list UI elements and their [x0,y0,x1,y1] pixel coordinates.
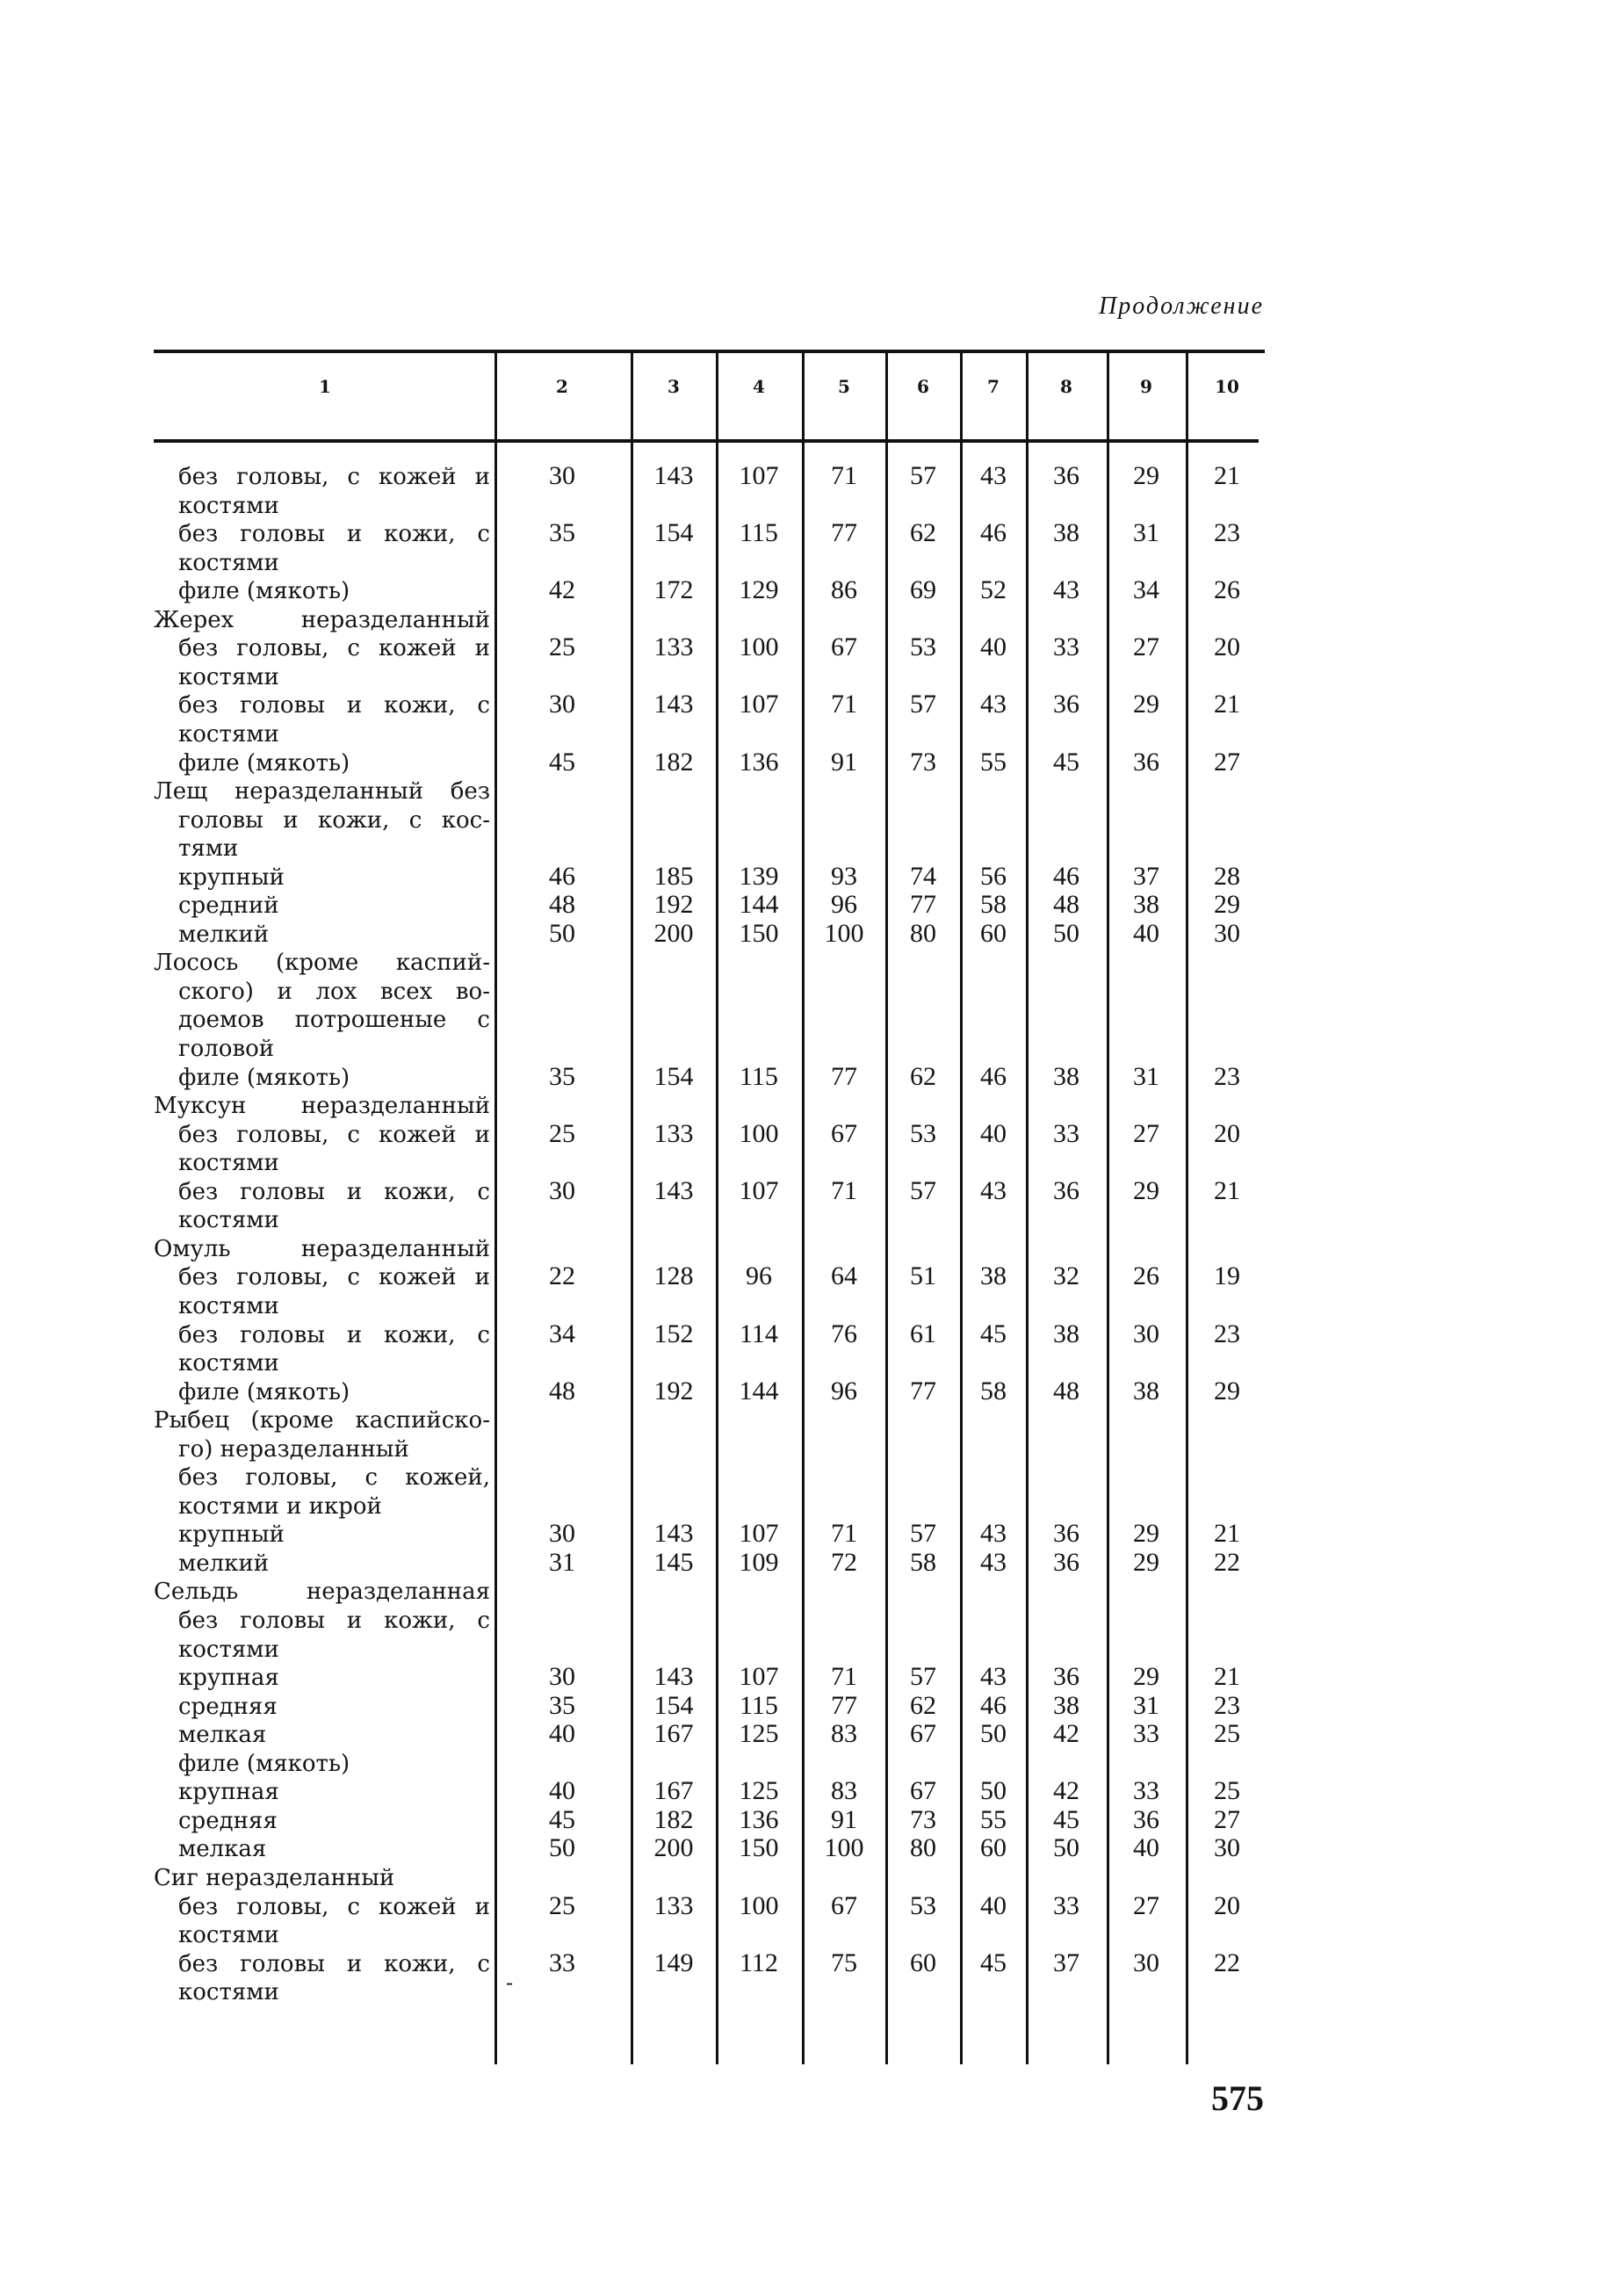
table-cell: 29 [1214,890,1240,919]
row-label: филе (мякоть) [178,1065,350,1091]
table-cell: 64 [831,1261,857,1290]
row-label: костями [178,550,279,576]
row-label: средняя [178,1808,278,1834]
table-cell: 100 [824,919,864,948]
table-cell: 31 [1133,1691,1159,1720]
table-cell: 46 [1053,862,1079,891]
table-cell: 23 [1214,518,1240,547]
table-cell: 107 [739,1519,779,1548]
table-cell: 143 [653,461,694,490]
table-cell: 115 [740,1691,778,1720]
table-cell: 77 [831,1062,857,1091]
table-cell: 62 [910,518,936,547]
table-cell: 67 [831,1119,857,1148]
fish-group-label: Сиг неразделанный [154,1865,395,1891]
table-cell: 71 [831,1176,857,1205]
table-cell: 57 [910,1519,936,1548]
table-cell: 77 [831,1691,857,1720]
table-cell: 56 [980,862,1007,891]
table-cell: 27 [1214,1805,1240,1834]
table-cell: 50 [980,1719,1007,1748]
table-cell: 23 [1214,1062,1240,1091]
table-cell: 136 [739,1805,779,1834]
table-cell: 29 [1133,1662,1159,1691]
table-cell: 46 [980,1691,1007,1720]
table-cell: 45 [1053,748,1079,777]
table-cell: 67 [910,1719,936,1748]
table-cell: 20 [1214,1891,1240,1920]
column-header: 9 [1140,376,1152,397]
row-label: костями [178,1150,279,1176]
table-cell: 33 [1053,1119,1079,1148]
row-label: костями [178,664,279,690]
table-cell: 19 [1214,1261,1240,1290]
table-cell: 21 [1214,690,1240,719]
row-label: средний [178,892,279,919]
table-cell: 143 [653,690,694,719]
table-cell: 26 [1214,575,1240,604]
table-cell: 40 [980,1119,1007,1148]
table-cell: 182 [653,748,694,777]
table-cell: 60 [980,919,1007,948]
table-cell: 34 [549,1319,575,1348]
row-label: без головы, с кожей и [178,1894,490,1920]
table-cell: 93 [831,862,857,891]
table-cell: 36 [1133,748,1159,777]
table-cell: 46 [980,518,1007,547]
table-cell: 67 [831,632,857,661]
table-cell: 23 [1214,1319,1240,1348]
table-cell: 125 [739,1776,779,1805]
table-cell: 51 [910,1261,936,1290]
table-cell: 67 [910,1776,936,1805]
row-label: без головы и кожи, с [178,1179,490,1205]
table-cell: 71 [831,1519,857,1548]
table-cell: 43 [980,461,1007,490]
table-cell: 83 [831,1776,857,1805]
table-cell: 136 [739,748,779,777]
table-cell: 107 [739,1662,779,1691]
table-cell: 58 [980,890,1007,919]
table-cell: 48 [1053,1377,1079,1405]
row-label: костями [178,493,279,519]
column-header: 4 [753,376,765,397]
table-cell: 36 [1053,690,1079,719]
table-cell: 37 [1053,1948,1079,1977]
row-label: мелкий [178,921,270,948]
table-cell: 57 [910,461,936,490]
table-cell: 112 [740,1948,778,1977]
table-cell: 38 [1133,890,1159,919]
row-label: костями [178,1350,279,1377]
table-cell: 133 [653,1119,694,1148]
table-cell: 192 [653,1377,694,1405]
row-label: костями [178,1922,279,1948]
table-cell: 115 [740,518,778,547]
table-cell: 53 [910,1119,936,1148]
table-cell: 30 [1214,919,1240,948]
table-cell: 144 [739,890,779,919]
table-cell: 62 [910,1691,936,1720]
table-cell: 185 [653,862,694,891]
table-cell: 43 [980,690,1007,719]
table-cell: 30 [1133,1948,1159,1977]
table-cell: 23 [1214,1691,1240,1720]
table-cell: 35 [549,1062,575,1091]
row-label: без головы, с кожей и [178,635,490,661]
table-cell: 33 [1133,1719,1159,1748]
table-cell: 61 [910,1319,936,1348]
column-header: 10 [1215,376,1239,397]
table-cell: 167 [653,1776,694,1805]
table-cell: 25 [549,632,575,661]
table-cell: 38 [980,1261,1007,1290]
table-cell: 27 [1133,632,1159,661]
table-cell: 154 [653,518,694,547]
row-label: костями [178,1207,279,1233]
table-cell: 27 [1133,1119,1159,1148]
table-cell: 26 [1133,1261,1159,1290]
table-cell: 30 [549,690,575,719]
table-cell: 107 [739,1176,779,1205]
table-cell: 100 [739,1891,779,1920]
table-cell: 38 [1053,518,1079,547]
table-cell: 109 [739,1548,779,1577]
row-label: костями [178,1979,279,2005]
row-label: без головы и кожи, с [178,521,490,547]
table-cell: 30 [1214,1833,1240,1862]
fish-group-label: Муксун неразделанный [154,1093,490,1119]
row-label: крупная [178,1779,279,1805]
table-cell: 45 [549,748,575,777]
table-cell: 58 [910,1548,936,1577]
table-cell: 38 [1053,1691,1079,1720]
table-cell: 36 [1053,1519,1079,1548]
row-label: без головы и кожи, с [178,1322,490,1348]
table-cell: 48 [549,1377,575,1405]
table-cell: 38 [1053,1062,1079,1091]
table-cell: 37 [1133,862,1159,891]
row-label: без головы и кожи, с [178,1608,490,1634]
table-cell: 38 [1133,1377,1159,1405]
table-cell: 29 [1133,1548,1159,1577]
table-cell: 50 [980,1776,1007,1805]
table-cell: 40 [980,632,1007,661]
table-cell: 192 [653,890,694,919]
row-label: филе (мякоть) [178,750,350,777]
table-cell: 27 [1133,1891,1159,1920]
table-cell: 25 [549,1119,575,1148]
table-cell: 200 [653,1833,694,1862]
row-label: костями [178,1637,279,1663]
page-number: 575 [1211,2078,1264,2118]
table-cell: 40 [980,1891,1007,1920]
table-cell: 71 [831,1662,857,1691]
table-cell: 45 [1053,1805,1079,1834]
table-cell: 182 [653,1805,694,1834]
table-cell: 53 [910,632,936,661]
table-cell: 20 [1214,1119,1240,1148]
table-cell: 43 [980,1548,1007,1577]
table-cell: 31 [549,1548,575,1577]
table-cell: 152 [653,1319,694,1348]
column-header: 3 [668,376,680,397]
table-cell: 25 [549,1891,575,1920]
table-cell: 154 [653,1691,694,1720]
table-cell: 143 [653,1662,694,1691]
table-cell: 150 [739,919,779,948]
table-cell: 29 [1133,1519,1159,1548]
table-cell: 107 [739,461,779,490]
table-cell: 200 [653,919,694,948]
table-cell: 29 [1133,1176,1159,1205]
table-cell: 52 [980,575,1007,604]
table-cell: 57 [910,1662,936,1691]
table-cell: 167 [653,1719,694,1748]
table-cell: 69 [910,575,936,604]
table-cell: 72 [831,1548,857,1577]
row-label: головой [178,1036,275,1062]
table-cell: 45 [980,1948,1007,1977]
table-cell: 36 [1053,1176,1079,1205]
row-label: тями [178,835,239,862]
table-cell: 43 [980,1519,1007,1548]
table-cell: 75 [831,1948,857,1977]
table-cell: 46 [549,862,575,891]
row-label: крупный [178,864,285,891]
table-top-rule [154,350,1265,353]
table-cell: 71 [831,461,857,490]
row-label: без головы, с кожей и [178,1122,490,1148]
table-cell: 86 [831,575,857,604]
table-cell: 57 [910,1176,936,1205]
table-cell: 129 [739,575,779,604]
table-cell: 114 [740,1319,778,1348]
table-cell: 40 [549,1719,575,1748]
table-cell: 50 [1053,919,1079,948]
table-cell: 33 [1053,632,1079,661]
table-cell: 125 [739,1719,779,1748]
table-cell: 43 [980,1176,1007,1205]
table-cell: 58 [980,1377,1007,1405]
column-header: 8 [1060,376,1072,397]
fish-group-label: Лосось (кроме каспий- [154,950,490,976]
table-cell: 96 [746,1261,772,1290]
table-cell: 40 [1133,919,1159,948]
table-cell: 40 [1133,1833,1159,1862]
fish-group-label: Рыбец (кроме каспийско- [154,1407,490,1434]
table-cell: 42 [1053,1719,1079,1748]
table-cell: 45 [549,1805,575,1834]
table-cell: 100 [739,1119,779,1148]
table-cell: 21 [1214,1176,1240,1205]
table-cell: 144 [739,1377,779,1405]
table-cell: 77 [910,890,936,919]
row-label: крупный [178,1521,285,1548]
row-label: без головы и кожи, с [178,1951,490,1977]
table-cell: 29 [1133,690,1159,719]
stray-mark: - [506,1970,514,1995]
table-cell: 143 [653,1519,694,1548]
table-cell: 100 [739,632,779,661]
table-cell: 33 [549,1948,575,1977]
row-label: без головы, с кожей, [178,1464,490,1491]
table-cell: 43 [980,1662,1007,1691]
table-cell: 21 [1214,1519,1240,1548]
row-label: костями и икрой [178,1493,382,1520]
table-cell: 67 [831,1891,857,1920]
table-cell: 133 [653,632,694,661]
column-header: 1 [319,376,331,397]
table-cell: 154 [653,1062,694,1091]
table-cell: 76 [831,1319,857,1348]
fish-group-label: Сельдь неразделанная [154,1579,490,1605]
table-cell: 22 [1214,1948,1240,1977]
table-cell: 150 [739,1833,779,1862]
table-cell: 91 [831,1805,857,1834]
table-cell: 77 [831,518,857,547]
table-cell: 55 [980,1805,1007,1834]
table-cell: 48 [1053,890,1079,919]
table-cell: 53 [910,1891,936,1920]
row-label: филе (мякоть) [178,1379,350,1405]
table-cell: 21 [1214,1662,1240,1691]
table-cell: 30 [549,461,575,490]
table-cell: 145 [653,1548,694,1577]
table-cell: 33 [1053,1891,1079,1920]
table-cell: 42 [549,575,575,604]
table-cell: 28 [1214,862,1240,891]
table-cell: 73 [910,748,936,777]
table-cell: 77 [910,1377,936,1405]
fish-group-label: Омуль неразделанный [154,1236,490,1262]
table-cell: 50 [549,1833,575,1862]
row-label: крупная [178,1665,279,1691]
table-cell: 115 [740,1062,778,1091]
row-label: без головы, с кожей и [178,464,490,490]
table-cell: 48 [549,890,575,919]
table-cell: 30 [549,1519,575,1548]
table-cell: 34 [1133,575,1159,604]
row-label: филе (мякоть) [178,578,350,604]
table-cell: 71 [831,690,857,719]
table-cell: 172 [653,575,694,604]
row-label: средняя [178,1694,278,1720]
table-cell: 27 [1214,748,1240,777]
row-label: костями [178,1293,279,1319]
table-cell: 29 [1214,1377,1240,1405]
table-cell: 50 [1053,1833,1079,1862]
table-cell: 22 [549,1261,575,1290]
row-label: без головы и кожи, с [178,692,490,719]
table-cell: 43 [1053,575,1079,604]
table-cell: 21 [1214,461,1240,490]
row-label: мелкий [178,1550,270,1577]
table-cell: 143 [653,1176,694,1205]
row-label: мелкая [178,1836,267,1862]
fish-group-label: Лещ неразделанный без [154,778,490,805]
table-cell: 60 [910,1948,936,1977]
column-header: 6 [917,376,929,397]
table-cell: 45 [980,1319,1007,1348]
table-cell: 100 [824,1833,864,1862]
header-bottom-rule [154,439,1259,443]
table-cell: 74 [910,862,936,891]
table-cell: 46 [980,1062,1007,1091]
table-cell: 36 [1053,461,1079,490]
table-cell: 36 [1053,1662,1079,1691]
fish-group-label: Жерех неразделанный [154,607,490,633]
table-cell: 22 [1214,1548,1240,1577]
column-header: 7 [987,376,1000,397]
table-cell: 38 [1053,1319,1079,1348]
row-label: ского) и лох всех во- [178,979,490,1005]
table-cell: 128 [653,1261,694,1290]
row-label: го) неразделанный [178,1436,409,1463]
table-cell: 73 [910,1805,936,1834]
table-cell: 42 [1053,1776,1079,1805]
table-cell: 33 [1133,1776,1159,1805]
table-cell: 80 [910,919,936,948]
row-label: без головы, с кожей и [178,1264,490,1290]
row-label: филе (мякоть) [178,1751,350,1777]
table-cell: 32 [1053,1261,1079,1290]
table-cell: 20 [1214,632,1240,661]
column-divider [1186,353,1188,2064]
table-cell: 55 [980,748,1007,777]
row-label: головы и кожи, с кос- [178,807,490,834]
table-cell: 96 [831,1377,857,1405]
table-cell: 36 [1133,1805,1159,1834]
table-cell: 80 [910,1833,936,1862]
table-cell: 50 [549,919,575,948]
table-cell: 25 [1214,1776,1240,1805]
table-cell: 60 [980,1833,1007,1862]
table-cell: 57 [910,690,936,719]
table-cell: 30 [549,1662,575,1691]
table-cell: 31 [1133,1062,1159,1091]
table-cell: 36 [1053,1548,1079,1577]
table-cell: 96 [831,890,857,919]
row-label: мелкая [178,1722,267,1748]
table-cell: 133 [653,1891,694,1920]
column-header: 5 [838,376,850,397]
table-cell: 149 [653,1948,694,1977]
table-cell: 107 [739,690,779,719]
table-cell: 62 [910,1062,936,1091]
table-cell: 139 [739,862,779,891]
table-cell: 29 [1133,461,1159,490]
table-cell: 30 [549,1176,575,1205]
table-cell: 40 [549,1776,575,1805]
table-cell: 91 [831,748,857,777]
column-header: 2 [556,376,568,397]
table-cell: 35 [549,518,575,547]
table-cell: 83 [831,1719,857,1748]
row-label: доемов потрошеные с [178,1007,490,1033]
table-cell: 30 [1133,1319,1159,1348]
table-cell: 35 [549,1691,575,1720]
table-cell: 31 [1133,518,1159,547]
continuation-heading: Продолжение [1099,293,1264,320]
row-label: костями [178,721,279,748]
table-cell: 25 [1214,1719,1240,1748]
